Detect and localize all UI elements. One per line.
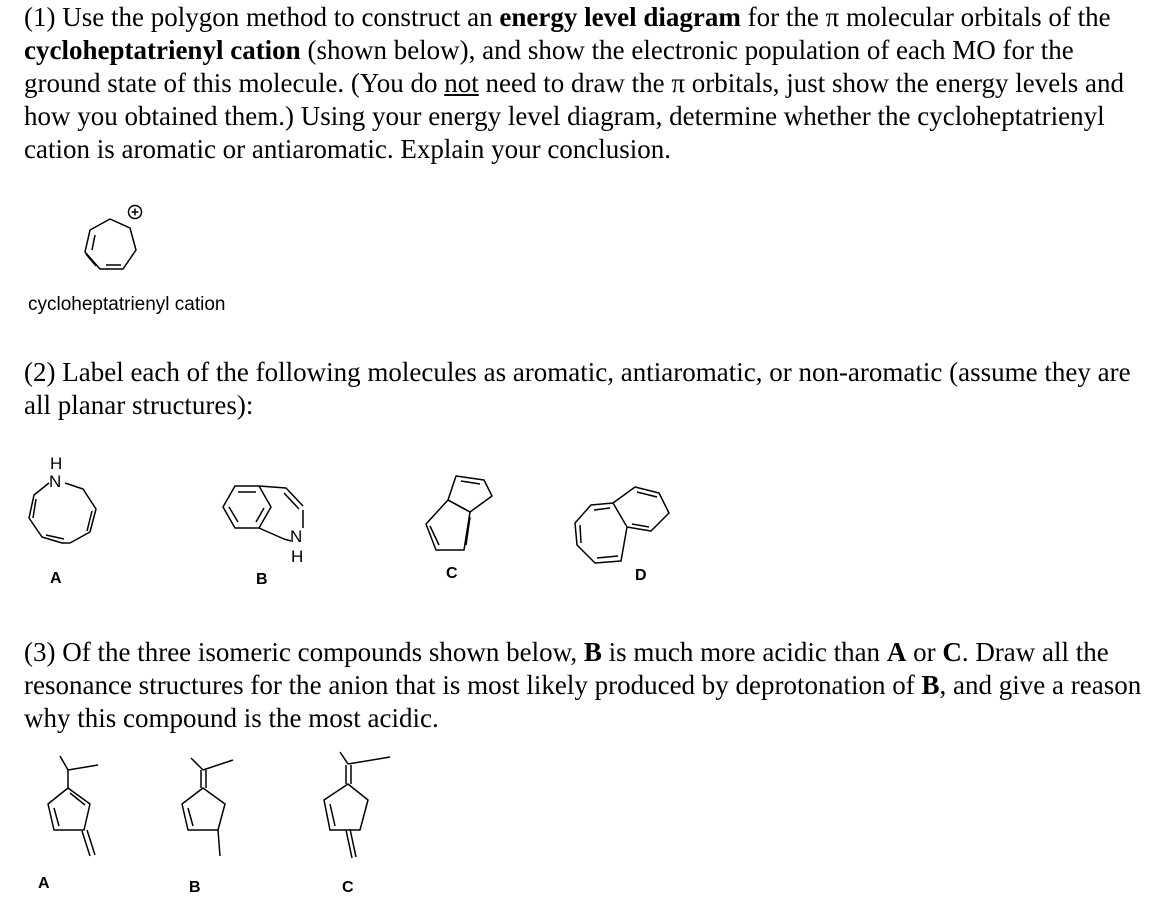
molecule-2a-label: A	[50, 570, 62, 587]
compound-3a-structure	[20, 738, 120, 868]
compound-3c-label: C	[342, 879, 354, 896]
svg-text:N: N	[290, 527, 303, 546]
molecule-2b-label: B	[256, 571, 268, 588]
svg-text:N: N	[49, 472, 62, 491]
molecule-2d-fused-bicyclic	[565, 475, 705, 575]
molecule-2d-label: D	[635, 567, 647, 584]
svg-text:H: H	[50, 454, 63, 473]
molecule-2a-azepine	[20, 452, 110, 572]
question-1-text: (1) Use the polygon method to construct an energy level diagram for the π molecular orbitals of the cycloheptatrienyl cation (shown below), and show the electronic population of each MO for the ground state of this molecule. (You do not need to draw the π orbitals, just show the energy levels and how you obtained them.) Using your energy level diagram, determine whether the cycloheptatrienyl cation is aromatic or antiaromatic. Explain your conclusion.	[24, 2, 1124, 164]
molecule-2b-indole	[205, 478, 345, 578]
molecule-2c-label: C	[446, 565, 458, 582]
compound-3a-label: A	[38, 875, 50, 892]
cycloheptatrienyl-cation-structure	[60, 195, 160, 295]
cycloheptatrienyl-caption: cycloheptatrienyl cation	[28, 294, 226, 315]
compound-3b-structure	[160, 738, 260, 868]
compound-3c-structure	[300, 738, 400, 868]
svg-text:H: H	[291, 547, 304, 566]
question-3-text: (3) Of the three isomeric compounds shown below, B is much more acidic than A or C. Draw all the resonance structures for the anion that is most likely produced by deprotonation of B, and give a reason why this compound is the most acidic.	[24, 637, 1142, 733]
question-2-text: (2) Label each of the following molecules as aromatic, antiaromatic, or non-aromatic (assume they are all planar structures):	[24, 357, 1131, 420]
molecule-2c-pentalene	[410, 472, 510, 562]
compound-3b-label: B	[189, 879, 201, 896]
